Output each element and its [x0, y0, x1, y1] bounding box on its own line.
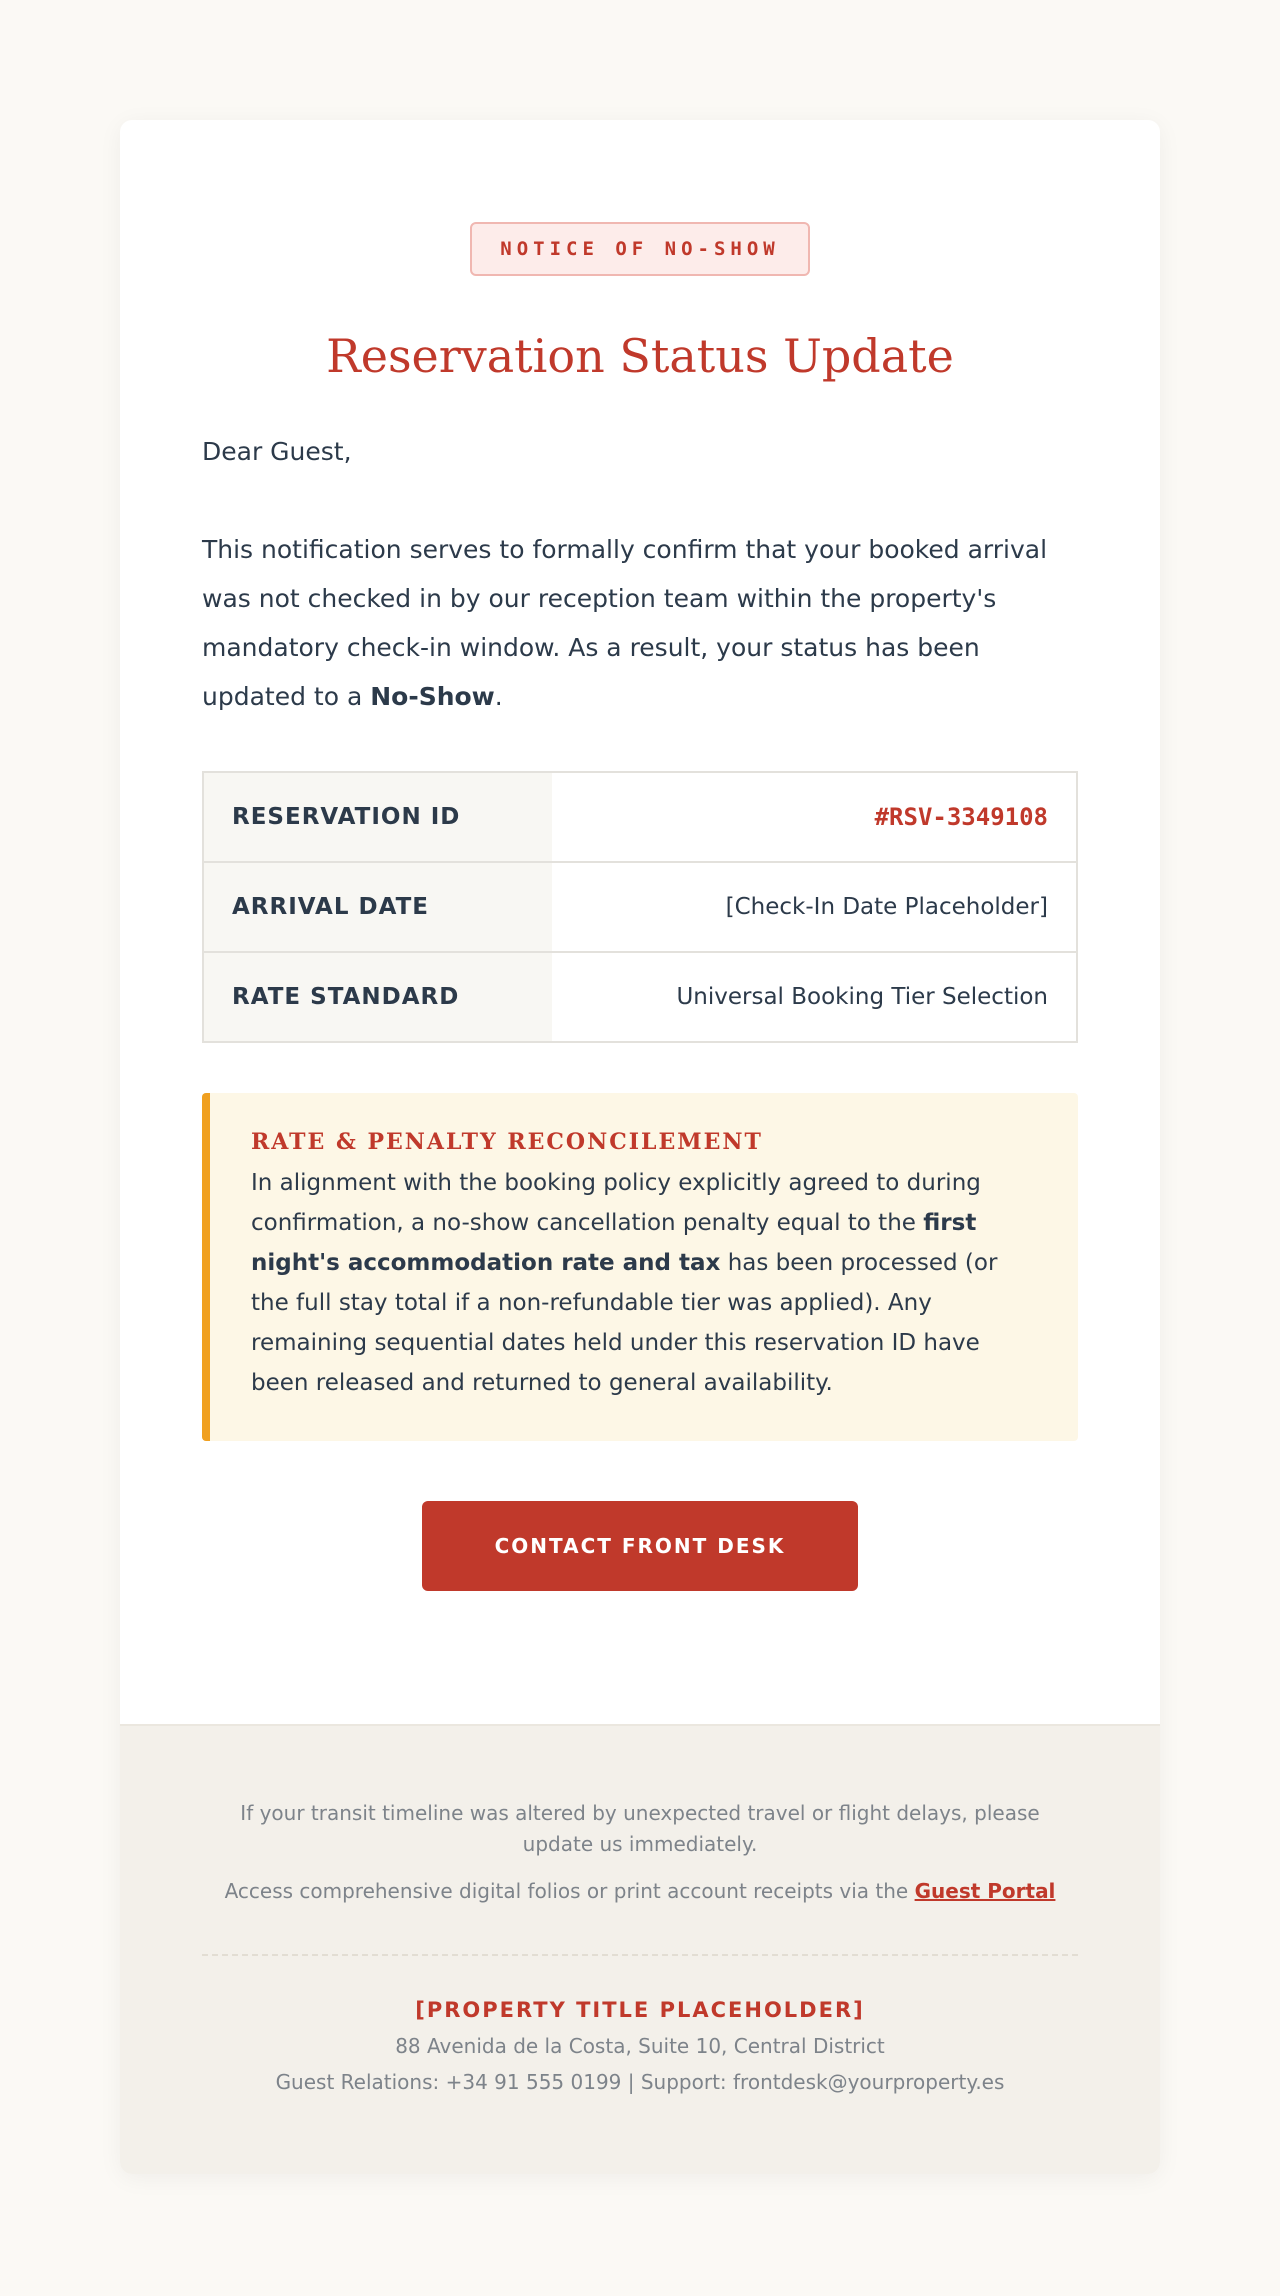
page-title: Reservation Status Update [326, 329, 954, 383]
notice-body [251, 1163, 1038, 1403]
detail-value-arrival-date: [Check-In Date Placeholder] [552, 862, 1077, 952]
email-card [120, 120, 1160, 2174]
table-row [203, 862, 1077, 952]
footer-portal-note [202, 1876, 1078, 1907]
notice-title: RATE & PENALTY RECONCILEMENT [251, 1129, 763, 1155]
intro-text: This notification serves to formally confirm that your booked arrival was not checked in by our reception team within the property's mandatory check-in window. As a result, your status has been updated to a [202, 535, 1048, 711]
footer-delay-note: If your transit timeline was altered by unexpected travel or flight delays, please update us immediately. [240, 1801, 1040, 1856]
detail-value-rate-standard: Universal Booking Tier Selection [552, 952, 1077, 1042]
detail-value-reservation-id: #RSV-3349108 [874, 803, 1048, 831]
footer [120, 1724, 1160, 2174]
table-row [203, 952, 1077, 1042]
footer-divider [202, 1954, 1078, 1956]
penalty-notice [202, 1093, 1078, 1441]
intro-end: . [494, 682, 503, 711]
property-address: 88 Avenida de la Costa, Suite 10, Central District [395, 2034, 885, 2058]
notice-body-bold: first night's accommodation rate and tax [251, 1210, 977, 1276]
property-contact: Guest Relations: +34 91 555 0199 | Support: frontdesk@yourproperty.es [275, 2070, 1005, 2094]
status-badge: NOTICE OF NO-SHOW [470, 222, 810, 276]
intro-emphasis: No-Show [370, 682, 495, 711]
cta-container [202, 1501, 1078, 1591]
property-name: [PROPERTY TITLE PLACEHOLDER] [415, 1998, 865, 2022]
contact-front-desk-button[interactable]: CONTACT FRONT DESK [422, 1501, 858, 1591]
detail-label-rate-standard: RATE STANDARD [203, 952, 552, 1042]
notice-body-start: In alignment with the booking policy explicitly agreed to during confirmation, a no-show cancellation penalty equal to the [251, 1170, 981, 1236]
detail-label-arrival-date: ARRIVAL DATE [203, 862, 552, 952]
notice-body-end: has been processed (or the full stay total if a non-refundable tier was applied). Any remaining sequential dates held under this reservation ID have been released and returned to general availability. [251, 1250, 998, 1396]
intro-paragraph [202, 525, 1078, 721]
greeting: Dear Guest, [202, 437, 352, 466]
footer-portal-text: Access comprehensive digital folios or print account receipts via the [224, 1879, 915, 1903]
reservation-details-table [202, 771, 1078, 1043]
badge-container [202, 120, 1078, 276]
email-body [120, 120, 1160, 1591]
detail-label-reservation-id: RESERVATION ID [203, 772, 552, 862]
table-row [203, 772, 1077, 862]
guest-portal-link[interactable]: Guest Portal [914, 1879, 1056, 1903]
